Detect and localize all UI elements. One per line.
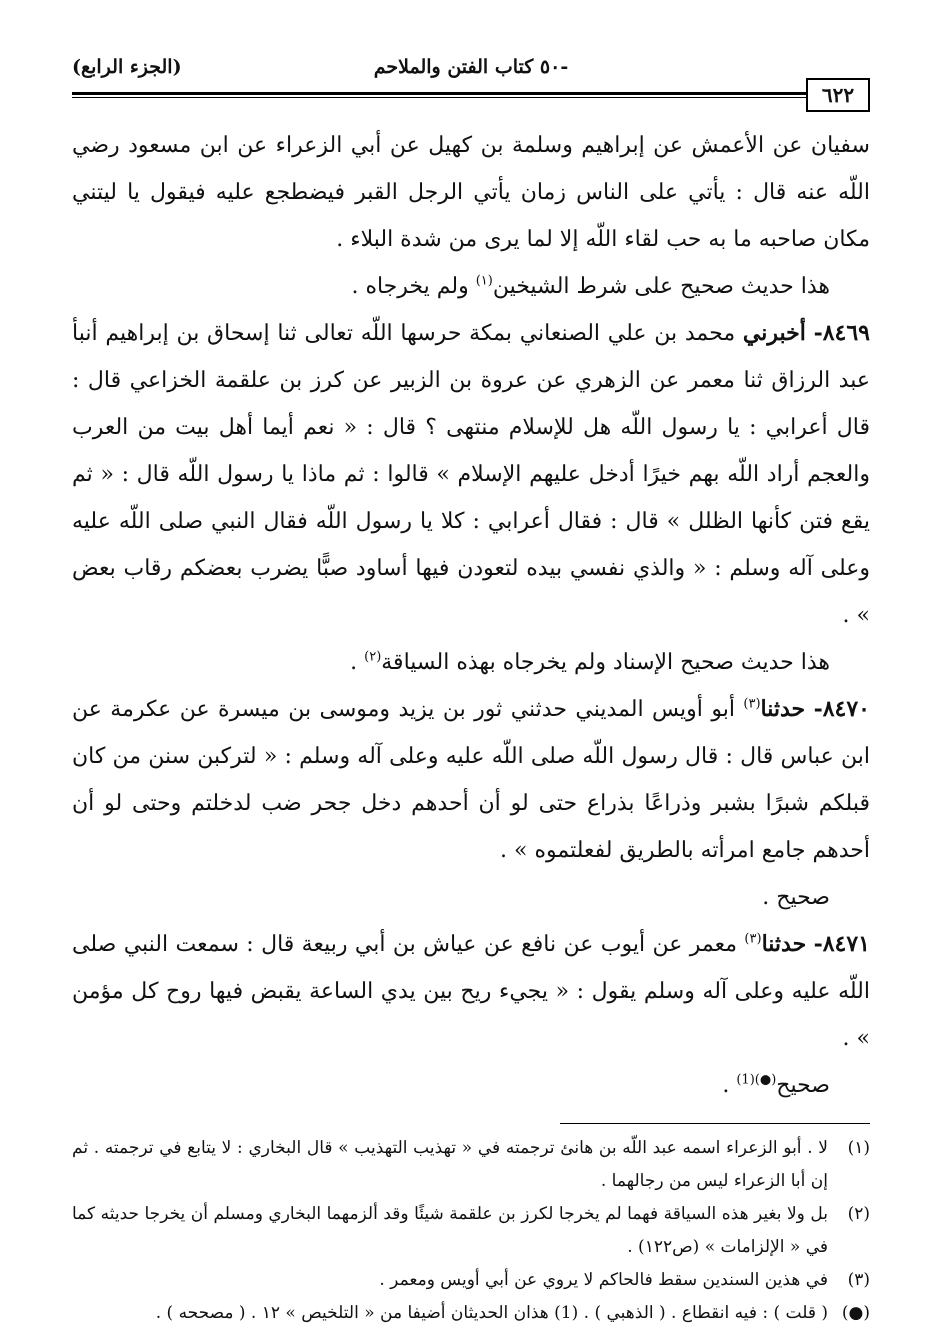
verdict-tail: ولم يخرجاه . — [351, 274, 476, 299]
hadith-text: معمر عن أيوب عن نافع عن عياش بن أبي ربيعة قال : سمعت النبي صلى اللّه عليه وعلى آله وسلم يقول : « يجيء ريح بين يدي الساعة يقبض فيها روح كل مؤمن » . — [72, 932, 870, 1051]
footnote-text: لا . أبو الزعراء اسمه عبد اللّه بن هانئ ترجمته في « تهذيب التهذيب » قال البخاري : لا يتابع في ترجمته . ثم إن أبا الزعراء ليس من رجالهما . — [72, 1138, 828, 1191]
main-text — [72, 122, 870, 1109]
volume-label: (الجزء الرابع) — [72, 56, 182, 78]
paragraph-continuation: سفيان عن الأعمش عن إبراهيم وسلمة بن كهيل عن أبي الزعراء عن ابن مسعود رضي اللّه عنه قال : يأتي على الناس زمان يأتي الرجل القبر فيضطجع عليه فيقول يا ليتني مكان صاحبه ما به حب لقاء اللّه إلا لما يرى من شدة البلاء . — [72, 133, 870, 252]
hadith-8471 — [72, 921, 870, 1062]
book-page — [72, 52, 870, 1323]
hadith-lead-word: أخبرني — [742, 320, 806, 346]
footnote-separator — [560, 1123, 870, 1124]
hadith-lead-word: حدثنا — [760, 696, 806, 722]
header-rule-thin — [72, 97, 870, 98]
hadith-text: محمد بن علي الصنعاني بمكة حرسها اللّه تعالى ثنا إسحاق بن إبراهيم أنبأ عبد الرزاق ثنا معمر عن الزهري عن عروة بن الزبير عن كرز بن علقمة الخزاعي قال : قال أعرابي : يا رسول اللّه هل للإسلام منتهى ؟ قال : « نعم أيما أهل بيت من العرب والعجم أراد اللّه بهم خيرًا أدخل عليهم الإسلام » قالوا : ثم ماذا يا رسول اللّه قال : « ثم يقع فتن كأنها الظلل » قال : فقال أعرابي : كلا يا رسول اللّه فقال النبي صلى اللّه عليه وعلى آله وسلم : « والذي نفسي بيده لتعودن فيها أساود صبًّا يضرب بعضكم رقاب بعض » . — [72, 321, 870, 628]
running-header — [72, 52, 870, 107]
paragraph-verdict-1 — [72, 263, 870, 310]
header-rule-thick — [72, 92, 870, 95]
hadith-lead-word: حدثنا — [761, 931, 807, 957]
verdict-tail: . — [350, 650, 365, 675]
footnotes — [72, 1132, 870, 1330]
footnote-mark: (٢) — [847, 1204, 870, 1224]
hadith-8470 — [72, 686, 870, 874]
verdict-text: هذا حديث صحيح على شرط الشيخين — [492, 274, 830, 299]
footnote-ref-1: (١) — [475, 273, 493, 289]
hadith-number: ٨٤٦٩- — [813, 320, 870, 346]
footnote-ref-3: (٣) — [743, 696, 761, 712]
hadith-number: ٨٤٧١- — [813, 931, 870, 957]
hadith-number: ٨٤٧٠- — [813, 696, 870, 722]
verdict-text: هذا حديث صحيح الإسناد ولم يخرجاه بهذه السياقة — [381, 650, 830, 675]
footnote-mark: (٣) — [847, 1270, 870, 1290]
page-number: ٦٢٢ — [806, 78, 870, 112]
footnote-mark: (١) — [847, 1138, 870, 1158]
paragraph-verdict-4 — [72, 1062, 870, 1109]
footnote-text: في هذين السندين سقط فالحاكم لا يروي عن أبي أويس ومعمر . — [379, 1270, 828, 1290]
footnote-3 — [72, 1264, 870, 1297]
hadith-8469 — [72, 310, 870, 639]
chapter-title: -٥٠ كتاب الفتن والملاحم — [373, 56, 569, 78]
verdict-text: صحيح — [776, 1073, 830, 1098]
footnote-text: بل ولا بغير هذه السياقة فهما لم يخرجا لكرز بن علقمة شيئًا وقد ألزمهما البخاري ومسلم أن يخرجا حديثه كما في « الإلزامات » (ص١٢٢) . — [72, 1204, 828, 1257]
footnote-mark: (●) — [841, 1303, 870, 1323]
footnote-ref-2: (٢) — [364, 649, 382, 665]
hadith-text: أبو أويس المديني حدثني ثور بن يزيد وموسى بن ميسرة عن عكرمة عن ابن عباس قال : قال رسول اللّه صلى اللّه عليه وعلى آله وسلم : « لتركبن سنن من كان قبلكم شبرًا بشبر وذراعًا بذراع حتى لو أن أحدهم دخل جحر ضب لدخلتم وحتى لو أن أحدهم جامع امرأته بالطريق لفعلتموه » . — [72, 697, 870, 863]
footnote-text: ( قلت ) : فيه انقطاع . ( الذهبي ) . (1) هذان الحديثان أضيفا من « التلخيص » ١٢ . ( مصححه ) . — [155, 1303, 828, 1323]
footnote-1 — [72, 1132, 870, 1198]
verdict-tail: . — [722, 1073, 737, 1098]
paragraph-verdict-3: صحيح . — [762, 885, 830, 910]
footnote-ref-dot: (●)(1) — [736, 1072, 777, 1088]
footnote-2 — [72, 1198, 870, 1264]
footnote-ref-3b: (٣) — [744, 931, 762, 947]
paragraph-verdict-2 — [72, 639, 870, 686]
footnote-dot — [72, 1297, 870, 1330]
